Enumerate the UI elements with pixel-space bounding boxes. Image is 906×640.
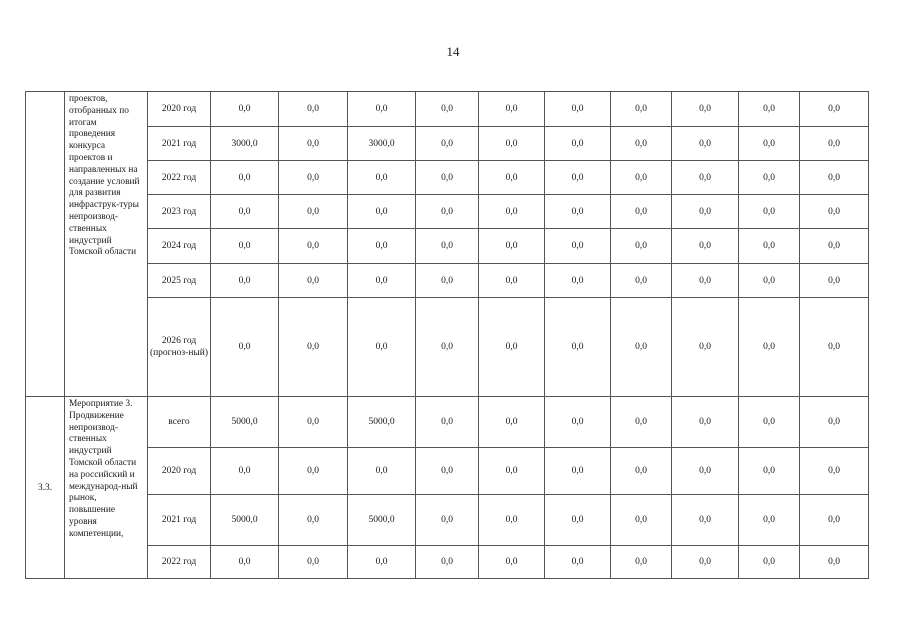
value-cell: 0,0: [211, 448, 279, 495]
table-row: [26, 92, 869, 127]
value-cell: 0,0: [672, 92, 739, 127]
value-cell: 0,0: [416, 298, 479, 397]
value-cell: 0,0: [672, 546, 739, 579]
value-cell: 0,0: [672, 298, 739, 397]
value-cell: 0,0: [279, 397, 348, 448]
value-cell: 0,0: [611, 229, 672, 264]
value-cell: 0,0: [800, 229, 869, 264]
value-cell: 0,0: [479, 495, 545, 546]
page-number: 14: [446, 44, 460, 59]
value-cell: 0,0: [479, 92, 545, 127]
value-cell: 0,0: [416, 397, 479, 448]
value-cell: 0,0: [348, 298, 416, 397]
value-cell: 0,0: [611, 195, 672, 229]
value-cell: 0,0: [416, 229, 479, 264]
value-cell: 0,0: [416, 127, 479, 161]
value-cell: 0,0: [672, 127, 739, 161]
value-cell: 0,0: [416, 195, 479, 229]
value-cell: 0,0: [348, 264, 416, 298]
value-cell: 0,0: [416, 495, 479, 546]
value-cell: 0,0: [611, 92, 672, 127]
value-cell: 0,0: [545, 264, 611, 298]
value-cell: 0,0: [279, 264, 348, 298]
value-cell: 0,0: [279, 127, 348, 161]
row-number-cell: 3.3.: [26, 397, 65, 579]
table-row: [26, 127, 869, 161]
value-cell: 0,0: [416, 546, 479, 579]
value-cell: 0,0: [611, 298, 672, 397]
value-cell: 0,0: [279, 161, 348, 195]
value-cell: 0,0: [479, 229, 545, 264]
value-cell: 0,0: [211, 264, 279, 298]
value-cell: 0,0: [211, 195, 279, 229]
value-cell: 0,0: [545, 195, 611, 229]
table-row: [26, 195, 869, 229]
value-cell: 0,0: [800, 448, 869, 495]
value-cell: 0,0: [479, 195, 545, 229]
value-cell: 0,0: [279, 495, 348, 546]
year-cell: 2022 год: [148, 161, 211, 195]
value-cell: 0,0: [800, 195, 869, 229]
value-cell: 0,0: [279, 229, 348, 264]
value-cell: 0,0: [800, 298, 869, 397]
value-cell: 0,0: [739, 161, 800, 195]
table-row: [26, 495, 869, 546]
activity-name-cell: проектов, отобранных по итогам проведения конкурса проектов и направленных на создание условий для развития инфраструк-туры непроизвод-ственных индустрий Томской области: [65, 92, 148, 397]
value-cell: 0,0: [800, 397, 869, 448]
value-cell: 0,0: [348, 161, 416, 195]
value-cell: 0,0: [545, 161, 611, 195]
value-cell: 0,0: [739, 495, 800, 546]
year-cell: 2022 год: [148, 546, 211, 579]
value-cell: 0,0: [211, 298, 279, 397]
value-cell: 0,0: [479, 161, 545, 195]
value-cell: 0,0: [611, 397, 672, 448]
year-cell: 2024 год: [148, 229, 211, 264]
value-cell: 0,0: [611, 161, 672, 195]
value-cell: 0,0: [739, 127, 800, 161]
year-cell: 2020 год: [148, 92, 211, 127]
value-cell: 0,0: [348, 92, 416, 127]
table-row: [26, 264, 869, 298]
value-cell: 0,0: [800, 92, 869, 127]
value-cell: 0,0: [416, 92, 479, 127]
value-cell: 0,0: [672, 397, 739, 448]
year-cell: 2021 год: [148, 127, 211, 161]
value-cell: 0,0: [279, 195, 348, 229]
table-row: [26, 448, 869, 495]
value-cell: 0,0: [672, 495, 739, 546]
budget-table: [25, 91, 869, 579]
value-cell: 0,0: [739, 546, 800, 579]
value-cell: 0,0: [739, 397, 800, 448]
value-cell: 0,0: [479, 298, 545, 397]
year-cell: 2023 год: [148, 195, 211, 229]
value-cell: 0,0: [672, 264, 739, 298]
value-cell: 0,0: [545, 229, 611, 264]
value-cell: 0,0: [279, 546, 348, 579]
table-row: [26, 298, 869, 397]
value-cell: 0,0: [348, 229, 416, 264]
value-cell: 5000,0: [348, 397, 416, 448]
value-cell: 0,0: [545, 92, 611, 127]
value-cell: 0,0: [739, 195, 800, 229]
value-cell: 0,0: [545, 495, 611, 546]
value-cell: 0,0: [479, 264, 545, 298]
value-cell: 0,0: [739, 448, 800, 495]
value-cell: 0,0: [800, 546, 869, 579]
value-cell: 0,0: [545, 397, 611, 448]
value-cell: 0,0: [211, 229, 279, 264]
value-cell: 0,0: [479, 127, 545, 161]
value-cell: 0,0: [416, 264, 479, 298]
value-cell: 0,0: [800, 127, 869, 161]
value-cell: 0,0: [672, 161, 739, 195]
value-cell: 0,0: [672, 195, 739, 229]
year-cell: 2025 год: [148, 264, 211, 298]
value-cell: 0,0: [479, 546, 545, 579]
value-cell: 5000,0: [211, 397, 279, 448]
value-cell: 0,0: [611, 127, 672, 161]
value-cell: 0,0: [348, 448, 416, 495]
value-cell: 0,0: [348, 546, 416, 579]
year-cell: всего: [148, 397, 211, 448]
value-cell: 5000,0: [211, 495, 279, 546]
row-number-cell: [26, 92, 65, 397]
value-cell: 3000,0: [211, 127, 279, 161]
value-cell: 0,0: [416, 448, 479, 495]
value-cell: 0,0: [211, 546, 279, 579]
value-cell: 0,0: [211, 161, 279, 195]
year-cell: 2020 год: [148, 448, 211, 495]
table-row: [26, 161, 869, 195]
value-cell: 0,0: [545, 546, 611, 579]
table-row: [26, 229, 869, 264]
value-cell: 0,0: [279, 298, 348, 397]
value-cell: 0,0: [739, 92, 800, 127]
value-cell: 0,0: [348, 195, 416, 229]
value-cell: 0,0: [545, 298, 611, 397]
value-cell: 0,0: [211, 92, 279, 127]
value-cell: 0,0: [739, 229, 800, 264]
value-cell: 0,0: [672, 229, 739, 264]
value-cell: 0,0: [279, 92, 348, 127]
value-cell: 0,0: [739, 264, 800, 298]
table-row: [26, 397, 869, 448]
value-cell: 3000,0: [348, 127, 416, 161]
value-cell: 0,0: [739, 298, 800, 397]
value-cell: 0,0: [479, 448, 545, 495]
value-cell: 0,0: [279, 448, 348, 495]
value-cell: 0,0: [611, 264, 672, 298]
value-cell: 0,0: [479, 397, 545, 448]
activity-name-cell: Мероприятие 3. Продвижение непроизвод-ственных индустрий Томской области на российский и международ-ный рынок, повышение уровня компетенции,: [65, 397, 148, 579]
value-cell: 0,0: [611, 546, 672, 579]
table-row: [26, 546, 869, 579]
value-cell: 0,0: [611, 448, 672, 495]
value-cell: 0,0: [545, 448, 611, 495]
value-cell: 0,0: [800, 495, 869, 546]
value-cell: 0,0: [416, 161, 479, 195]
year-cell: 2021 год: [148, 495, 211, 546]
year-cell: 2026 год (прогноз-ный): [148, 298, 211, 397]
value-cell: 0,0: [545, 127, 611, 161]
value-cell: 0,0: [672, 448, 739, 495]
value-cell: 0,0: [611, 495, 672, 546]
value-cell: 0,0: [800, 161, 869, 195]
value-cell: 5000,0: [348, 495, 416, 546]
value-cell: 0,0: [800, 264, 869, 298]
